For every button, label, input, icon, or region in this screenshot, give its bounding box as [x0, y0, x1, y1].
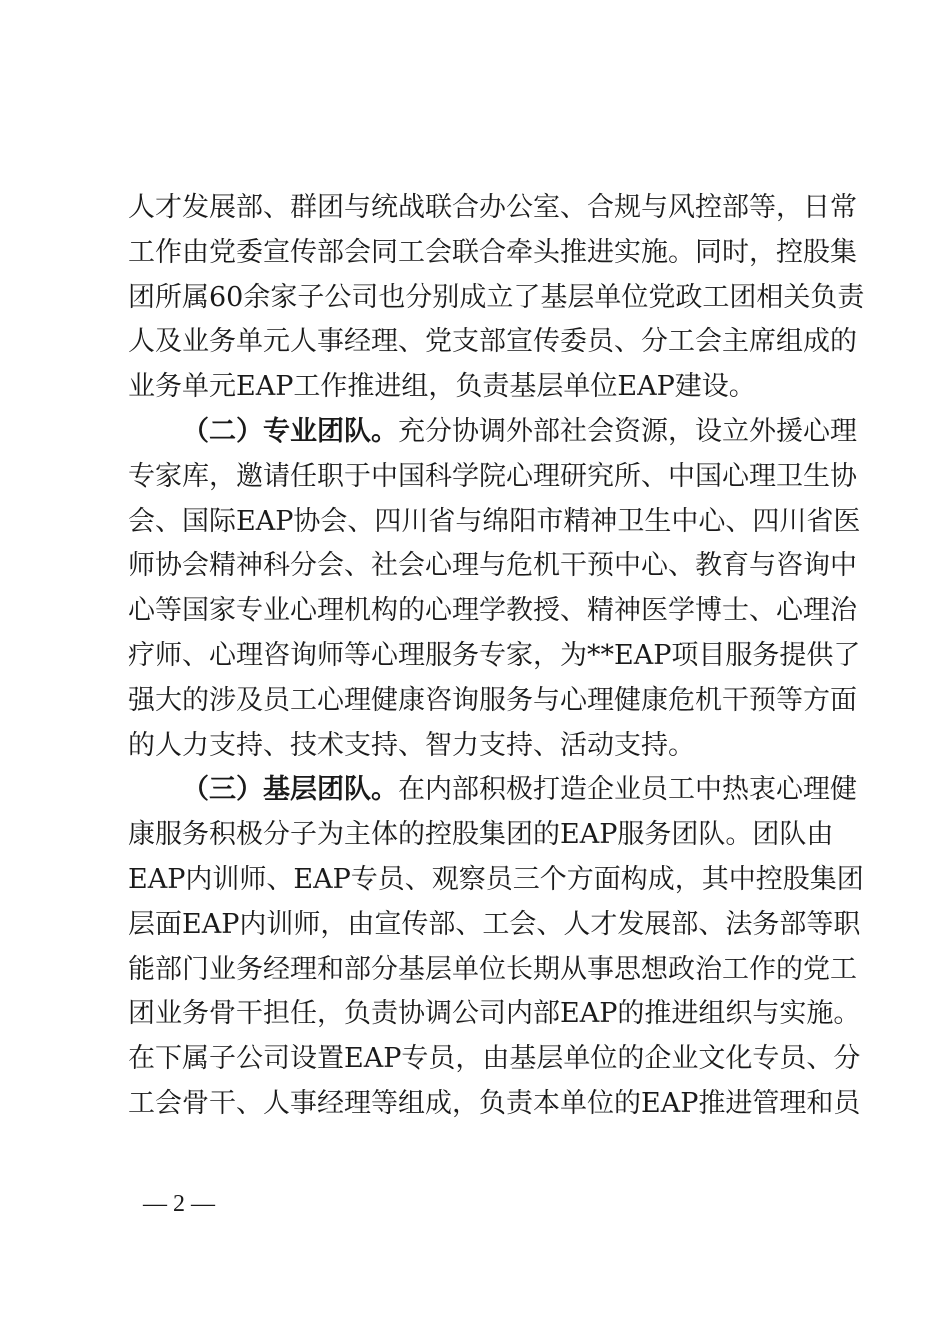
text-line: 业务单元EAP工作推进组，负责基层单位EAP建设。 [128, 371, 756, 403]
text-line: 工作由党委宣传部会同工会联合牵头推进实施。同时，控股集 [128, 236, 857, 268]
text-line: 师协会精神科分会、社会心理与危机干预中心、教育与咨询中 [128, 550, 857, 582]
text-line: 工会骨干、人事经理等组成，负责本单位的EAP推进管理和员 [128, 1087, 861, 1119]
page-number: — 2 — [143, 1191, 215, 1217]
text-line: 团所属60余家子公司也分别成立了基层单位党政工团相关负责 [128, 281, 865, 313]
text-line: 人及业务单元人事经理、党支部宣传委员、分工会主席组成的 [128, 326, 857, 358]
paragraph-2 [128, 410, 861, 768]
text-line: EAP内训师、EAP专员、观察员三个方面构成，其中控股集团 [128, 863, 864, 895]
text-line: 强大的涉及员工心理健康咨询服务与心理健康危机干预等方面 [128, 684, 857, 716]
text-line: 疗师、心理咨询师等心理服务专家，为**EAP项目服务提供了 [128, 639, 861, 671]
text-line: 心等国家专业心理机构的心理学教授、精神医学博士、心理治 [128, 595, 857, 627]
section-heading: （三）基层团队。 [182, 774, 398, 806]
text-run: 充分协调外部社会资源，设立外援心理 [398, 415, 857, 447]
section-heading: （二）专业团队。 [182, 415, 398, 447]
paragraph-1 [128, 186, 865, 410]
text-line: 层面EAP内训师，由宣传部、工会、人才发展部、法务部等职 [128, 908, 861, 940]
text-line: 人才发展部、群团与统战联合办公室、合规与风控部等，日常 [128, 192, 857, 223]
text-line: 的人力支持、技术支持、智力支持、活动支持。 [128, 729, 695, 761]
text-line: 康服务积极分子为主体的控股集团的EAP服务团队。团队由 [128, 819, 834, 851]
text-line: 专家库，邀请任职于中国科学院心理研究所、中国心理卫生协 [128, 460, 857, 492]
text-line: 能部门业务经理和部分基层单位长期从事思想政治工作的党工 [128, 953, 857, 985]
text-line: 在下属子公司设置EAP专员，由基层单位的企业文化专员、分 [128, 1043, 861, 1075]
paragraph-3 [128, 768, 864, 1126]
text-line [128, 410, 857, 455]
text-line: 团业务骨干担任，负责协调公司内部EAP的推进组织与实施。 [128, 998, 861, 1030]
document-body [128, 186, 865, 1127]
text-line: 会、国际EAP协会、四川省与绵阳市精神卫生中心、四川省医 [128, 505, 861, 537]
text-line [128, 768, 857, 813]
text-run: 在内部积极打造企业员工中热衷心理健 [398, 774, 857, 806]
